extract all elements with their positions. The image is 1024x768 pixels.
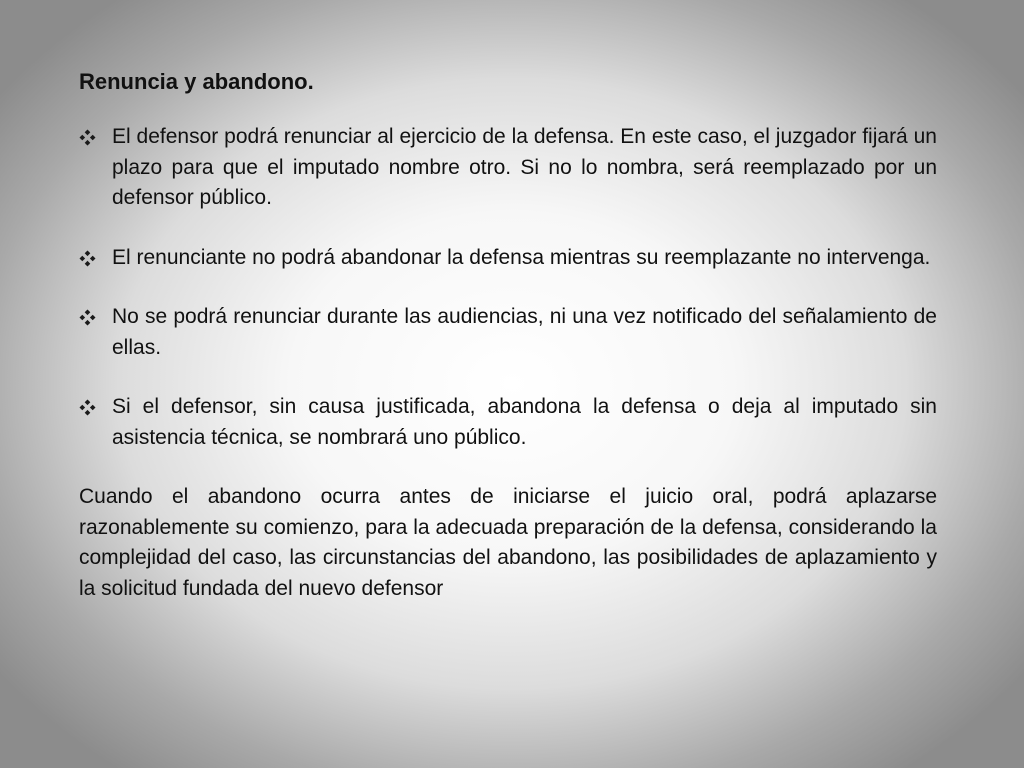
slide-content [79,68,937,604]
slide-title: Renuncia y abandono. [79,69,314,94]
bullet-item [79,392,937,453]
four-diamond-bullet-icon [79,129,96,146]
bullet-text: El defensor podrá renunciar al ejercicio de la defensa. En este caso, el juzgador fijará un plazo para que el imputado nombre otro. Si no lo nombra, será reemplazado por un defensor público. [112,125,937,209]
bullet-text: Si el defensor, sin causa justificada, abandona la defensa o deja al imputado sin asistencia técnica, se nombrará uno público. [112,395,937,449]
bullet-text: El renunciante no podrá abandonar la defensa mientras su reemplazante no intervenga. [112,245,931,269]
four-diamond-bullet-icon [79,309,96,326]
four-diamond-bullet-icon [79,399,96,416]
bullet-item [79,122,937,214]
bullet-item [79,243,937,274]
closing-paragraph: Cuando el abandono ocurra antes de iniciarse el juicio oral, podrá aplazarse razonablemente su comienzo, para la adecuada preparación de la defensa, considerando la complejidad del caso, las circunstancias del abandono, las posibilidades de aplazamiento y la solicitud fundada del nuevo defensor [79,485,937,600]
bullet-text: No se podrá renunciar durante las audiencias, ni una vez notificado del señalamiento de ellas. [112,305,937,359]
bullet-item [79,302,937,363]
bullet-list [79,122,937,453]
four-diamond-bullet-icon [79,250,96,267]
